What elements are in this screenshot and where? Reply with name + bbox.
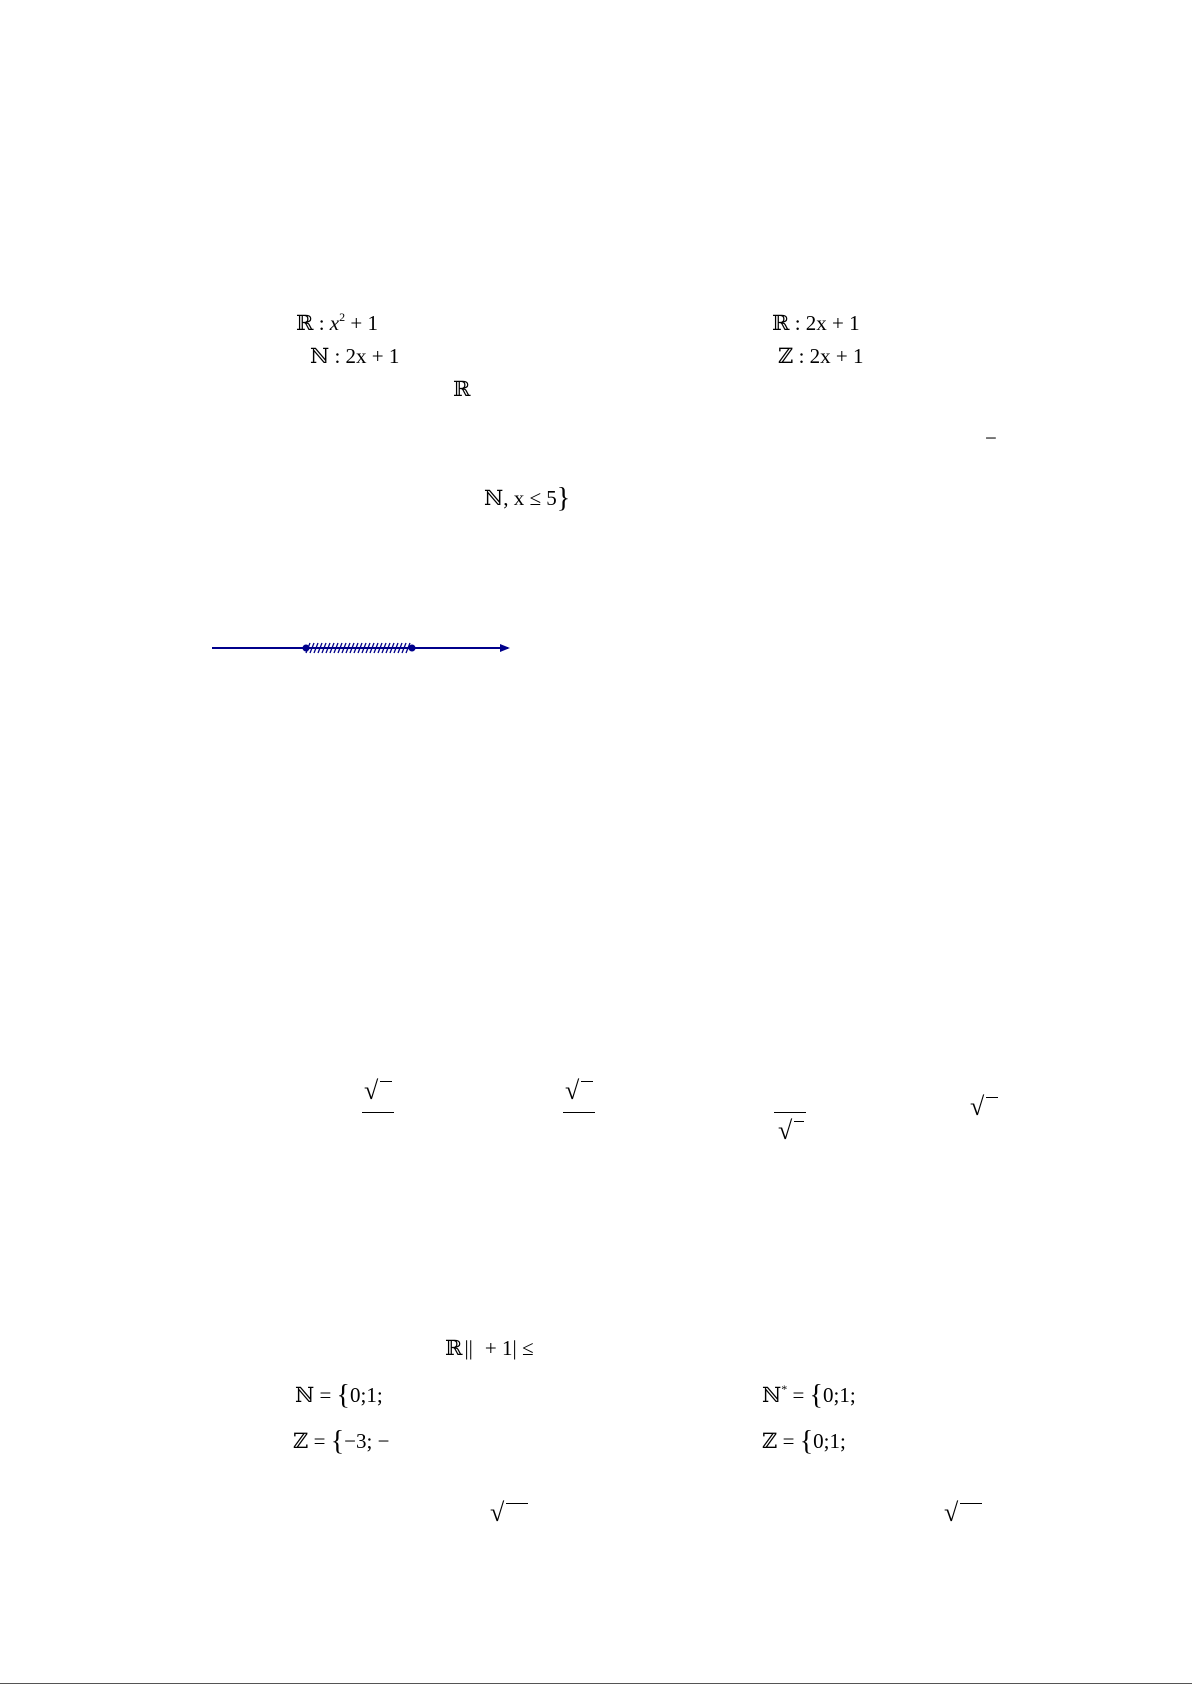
expr: : 2x + 1 bbox=[794, 311, 860, 335]
set-symbol: ℝ bbox=[445, 1336, 463, 1360]
set-symbol: ℝ bbox=[296, 311, 314, 335]
set-z-listing: ℤ = {−3; − bbox=[293, 1426, 390, 1457]
set-nstar-listing: ℕ* = {0;1; bbox=[762, 1380, 856, 1411]
set-symbol: ℤ bbox=[778, 344, 794, 368]
set-z-listing-2: ℤ = {0;1; bbox=[762, 1426, 846, 1457]
expr-n-2x-plus-1 bbox=[310, 346, 399, 367]
sqrt-plain-3 bbox=[944, 1500, 984, 1530]
sqrt-symbol: √ bbox=[778, 1116, 793, 1145]
variable: x bbox=[329, 311, 340, 335]
expr: , x ≤ 5 bbox=[503, 486, 557, 510]
page-bottom-rule bbox=[0, 1683, 1192, 1684]
expr: : 2x + 1 bbox=[334, 344, 400, 368]
minus-sign: − bbox=[985, 426, 997, 450]
axis-arrow bbox=[500, 644, 510, 652]
expr: : 2x + 1 bbox=[798, 344, 864, 368]
abs-inequality bbox=[445, 1338, 533, 1359]
interval-endpoint-left bbox=[303, 645, 310, 652]
interval-endpoint-right bbox=[409, 645, 416, 652]
expr-r-x-squared: ℝ : $x^2 + 1$ bbox=[296, 310, 378, 335]
leq-sign: ≤ bbox=[521, 1336, 534, 1360]
set-n-listing: ℕ = {0;1; bbox=[295, 1380, 383, 1411]
abs-bars: || bbox=[464, 1336, 473, 1360]
set-symbol: ℝ bbox=[453, 377, 471, 401]
expr: + 1 bbox=[484, 1336, 513, 1360]
set-builder-n-x-le-5 bbox=[484, 483, 571, 514]
expr-rest: + 1 bbox=[350, 311, 378, 335]
sqrt-symbol: √ bbox=[565, 1076, 580, 1105]
set-symbol: ℕ bbox=[484, 486, 504, 510]
expr-r-2x-plus-1 bbox=[772, 313, 860, 334]
sqrt-fraction-1 bbox=[362, 1078, 396, 1118]
set-symbol: ℝ bbox=[772, 311, 790, 335]
expr-z-2x-plus-1 bbox=[778, 346, 864, 367]
sqrt-symbol: √ bbox=[364, 1076, 379, 1105]
sqrt-denominator bbox=[774, 1112, 808, 1156]
set-r-lone bbox=[453, 379, 470, 400]
sqrt-symbol: √ bbox=[970, 1092, 985, 1121]
sqrt-symbol: √ bbox=[944, 1498, 959, 1527]
abs-bar-close: | bbox=[512, 1336, 517, 1360]
number-line bbox=[210, 630, 520, 660]
sqrt-plain-2 bbox=[490, 1500, 530, 1530]
sqrt-fraction-2 bbox=[563, 1078, 597, 1118]
sqrt-symbol: √ bbox=[490, 1498, 505, 1527]
sqrt-plain-1 bbox=[970, 1094, 1010, 1124]
close-brace: } bbox=[556, 483, 571, 514]
exponent: 2 bbox=[339, 310, 346, 324]
set-symbol: ℕ bbox=[310, 344, 330, 368]
